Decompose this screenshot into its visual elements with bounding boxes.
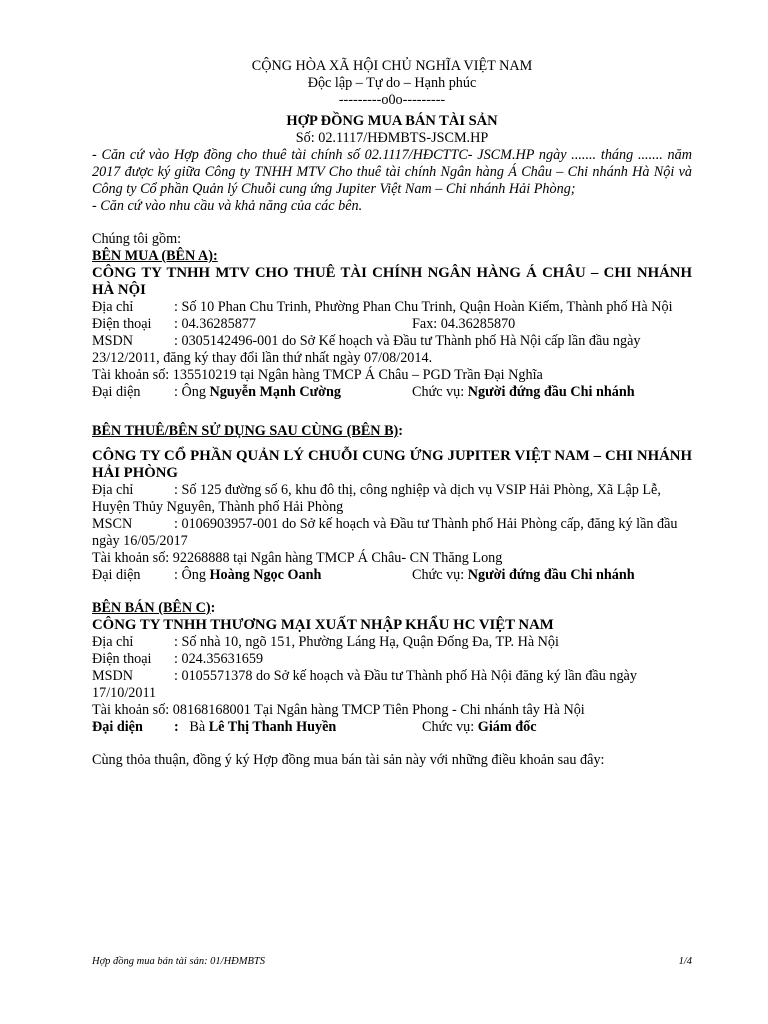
rep-name: Lê Thị Thanh Huyền [208, 719, 337, 735]
tax-label: MSDN [92, 333, 133, 349]
phone-label: Điện thoại [92, 651, 152, 667]
rep-label: Đại diện [92, 719, 143, 735]
party-b-representative [92, 567, 692, 584]
fax-value: Fax: 04.36285870 [412, 316, 516, 332]
party-c-tax [92, 668, 692, 702]
tax-label: MSCN [92, 516, 133, 532]
account-value: : 135510219 tại Ngân hàng TMCP Á Châu – PGD Trần Đại Nghĩa [165, 367, 543, 383]
address-value: : Số 125 đường số 6, khu đô thị, công nghiệp và dịch vụ VSIP Hải Phòng, Xã Lập Lễ, Huyện Thủy Nguyên, Thành phố Hải Phòng [92, 482, 661, 515]
role-value: Giám đốc [477, 719, 537, 735]
role-value: Người đứng đầu Chi nhánh [467, 384, 635, 400]
party-b-heading: BÊN THUÊ/BÊN SỬ DỤNG SAU CÙNG (BÊN B) [92, 423, 399, 439]
party-c-company: CÔNG TY TNHH THƯƠNG MẠI XUẤT NHẬP KHẨU HC VIỆT NAM [92, 617, 554, 633]
party-b-tax [92, 516, 692, 550]
party-a-tax [92, 333, 692, 367]
party-c-representative [92, 719, 692, 736]
motto: Độc lập – Tự do – Hạnh phúc [307, 75, 477, 91]
intro-text: Chúng tôi gồm: [92, 231, 182, 247]
account-value: : 92268888 tại Ngân hàng TMCP Á Châu- CN Thăng Long [165, 550, 503, 566]
preamble-line-2: - Căn cứ vào nhu cầu và khả năng của các bên. [92, 198, 363, 214]
address-value: : Số 10 Phan Chu Trinh, Phường Phan Chu Trinh, Quận Hoàn Kiếm, Thành phố Hà Nội [174, 299, 673, 315]
address-label: Địa chỉ [92, 482, 134, 498]
rep-title: Bà [189, 719, 206, 735]
role-label: Chức vụ: [422, 719, 475, 735]
party-a-company: CÔNG TY TNHH MTV CHO THUÊ TÀI CHÍNH NGÂN HÀNG Á CHÂU – CHI NHÁNH HÀ NỘI [92, 265, 692, 298]
party-b-address [92, 482, 692, 516]
contract-title: HỢP ĐỒNG MUA BÁN TÀI SẢN [286, 113, 498, 129]
party-a-account [92, 367, 692, 384]
rep-name: Hoàng Ngọc Oanh [209, 567, 322, 583]
party-b-account [92, 550, 692, 567]
account-label: Tài khoản số [92, 367, 166, 383]
page-footer [92, 956, 692, 967]
address-label: Địa chỉ [92, 634, 134, 650]
page-number: 1/4 [678, 956, 692, 967]
party-a-address [92, 299, 692, 316]
tax-value: : 0106903957-001 do Sở kế hoạch và Đầu tư Thành phố Hải Phòng cấp, đăng ký lần đầu ngày 16/05/2017 [92, 516, 678, 549]
footer-document-label: Hợp đồng mua bán tài sản: 01/HĐMBTS [92, 956, 266, 967]
party-c-heading: BÊN BÁN (BÊN C) [92, 600, 211, 616]
rep-prefix: : Ông [174, 384, 206, 400]
party-b-company: CÔNG TY CỔ PHẦN QUẢN LÝ CHUỖI CUNG ỨNG JUPITER VIỆT NAM – CHI NHÁNH HẢI PHÒNG [92, 448, 692, 481]
account-label: Tài khoản số [92, 702, 166, 718]
party-c-phone [92, 651, 692, 668]
tax-label: MSDN [92, 668, 133, 684]
role-label: Chức vụ: [412, 567, 465, 583]
party-a-heading: BÊN MUA (BÊN A): [92, 248, 218, 264]
address-value: : Số nhà 10, ngõ 151, Phường Láng Hạ, Quận Đống Đa, TP. Hà Nội [174, 634, 559, 650]
account-value: : 08168168001 Tại Ngân hàng TMCP Tiên Phong - Chi nhánh tây Hà Nội [165, 702, 585, 718]
rep-label: Đại diện [92, 384, 141, 400]
phone-label: Điện thoại [92, 316, 152, 332]
party-c-heading-line [92, 600, 692, 617]
rep-label: Đại diện [92, 567, 141, 583]
contract-page [92, 58, 692, 769]
party-b-heading-line [92, 423, 692, 440]
party-a-phone [92, 316, 692, 333]
rep-name: Nguyễn Mạnh Cường [209, 384, 341, 400]
phone-value: : 04.36285877 [174, 316, 256, 332]
closing-text: Cùng thỏa thuận, đồng ý ký Hợp đồng mua bán tài sản này với những điều khoản sau đây: [92, 752, 605, 768]
preamble-line-1: - Căn cứ vào Hợp đồng cho thuê tài chính số 02.1117/HĐCTTC- JSCM.HP ngày ....... tháng ....... năm 2017 được ký giữa Công ty TNHH MTV Cho thuê tài chính Ngân hàng Á Châu – Chi nhánh Hà Nội và Công ty Cổ phần Quản lý Chuỗi cung ứng Jupiter Việt Nam – Chi nhánh Hải Phòng; [92, 147, 692, 197]
tax-value: : 0105571378 do Sở kế hoạch và Đầu tư Thành phố Hà Nội đăng ký lần đầu ngày 17/10/2011 [92, 668, 637, 701]
party-c-address [92, 634, 692, 651]
party-b-heading-colon: : [398, 423, 403, 439]
role-value: Người đứng đầu Chi nhánh [467, 567, 635, 583]
nation-heading: CỘNG HÒA XÃ HỘI CHỦ NGHĨA VIỆT NAM [251, 58, 533, 74]
phone-value: : 024.35631659 [174, 651, 264, 667]
rep-prefix: : Ông [174, 567, 206, 583]
address-label: Địa chỉ [92, 299, 134, 315]
party-c-heading-colon: : [210, 600, 216, 616]
tax-value: : 0305142496-001 do Sở Kế hoạch và Đầu tư Thành phố Hà Nội cấp lần đầu ngày 23/12/2011, đăng ký thay đổi lần thứ nhất ngày 07/08/2014. [92, 333, 641, 366]
party-c-account [92, 702, 692, 719]
separator: ---------o0o--------- [338, 92, 446, 108]
party-a-representative [92, 384, 692, 401]
rep-prefix: : [174, 719, 179, 735]
role-label: Chức vụ: [412, 384, 465, 400]
contract-number: Số: 02.1117/HĐMBTS-JSCM.HP [295, 130, 489, 146]
account-label: Tài khoản số [92, 550, 166, 566]
